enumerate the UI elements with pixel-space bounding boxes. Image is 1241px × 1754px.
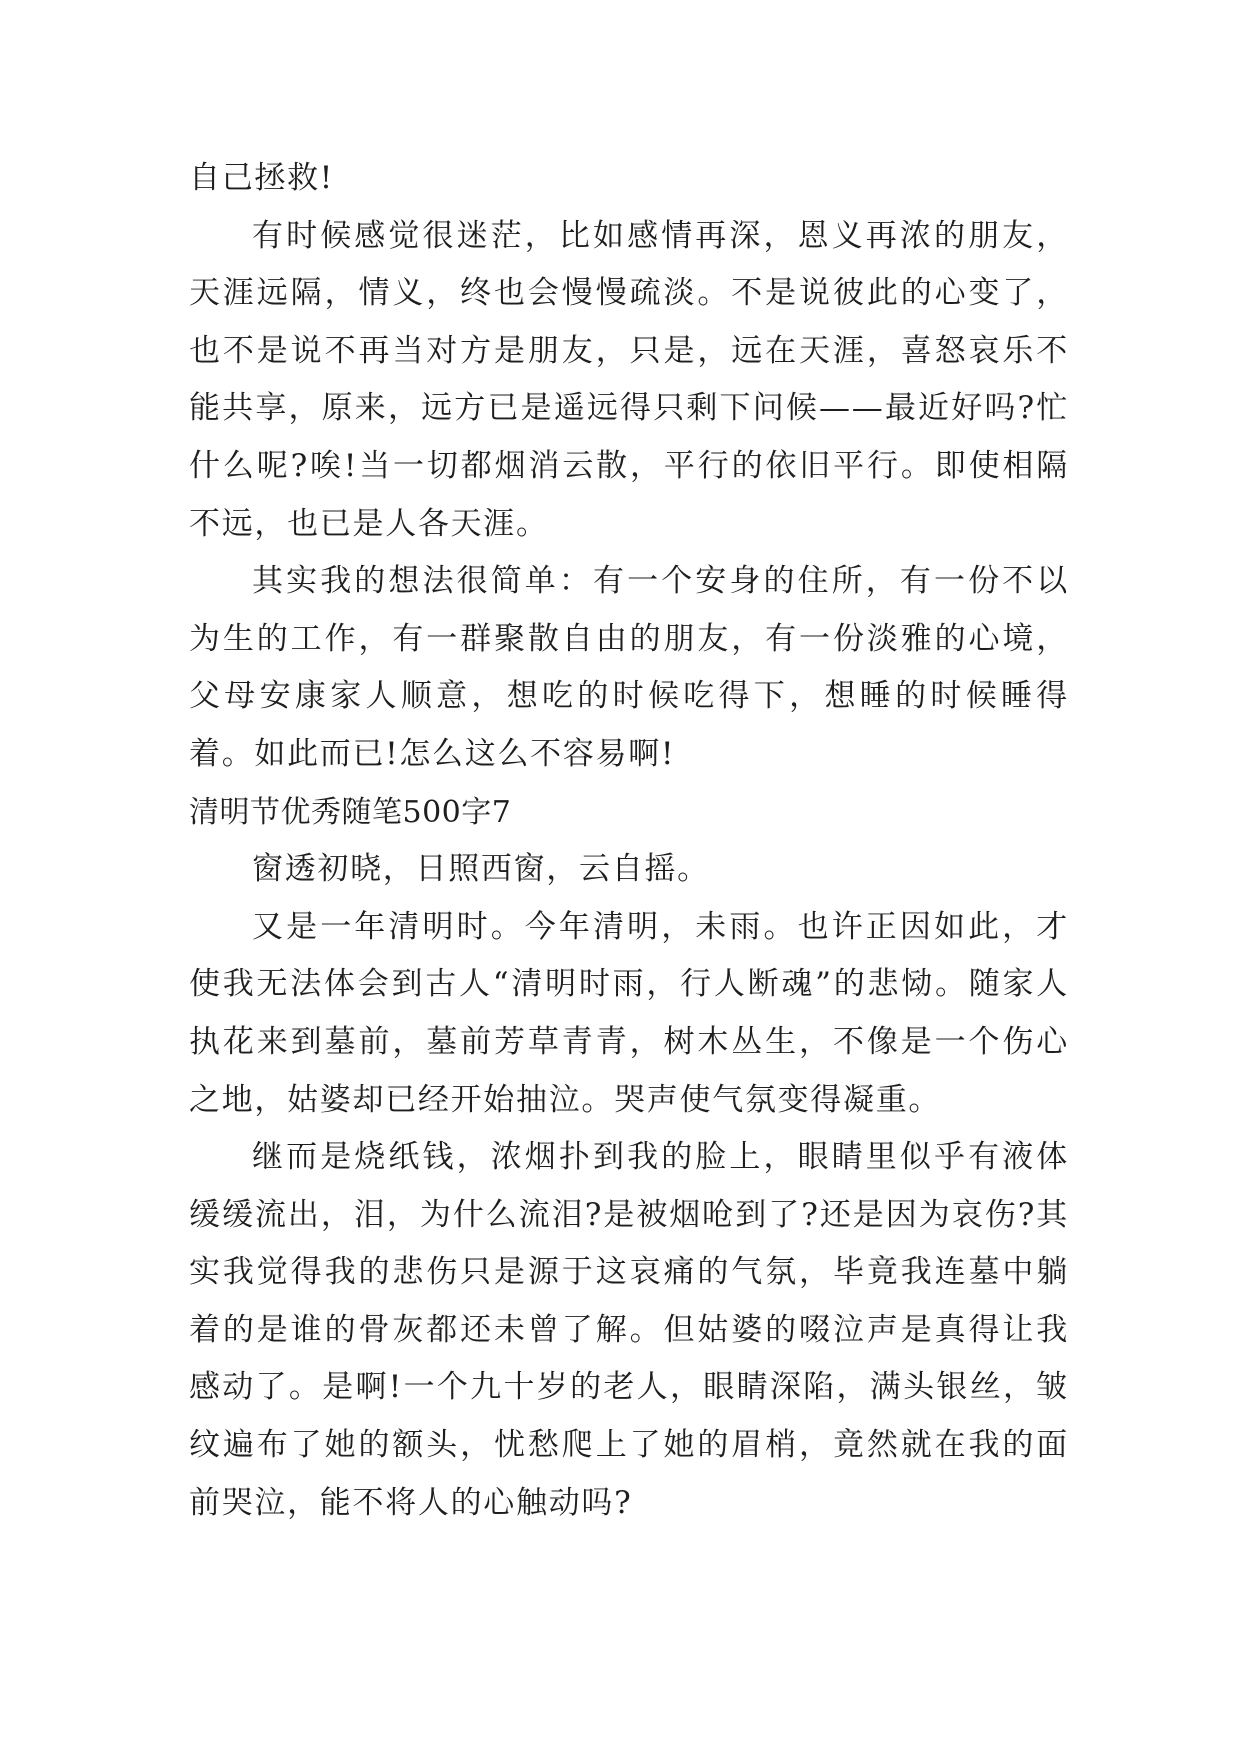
- paragraph-simple-wishes: 其实我的想法很简单：有一个安身的住所，有一份不以为生的工作，有一群聚散自由的朋友，有一份淡雅的心境，父母安康家人顺意，想吃的时候吃得下，想睡的时候睡得着。如此而已!怎么这么不容易啊!: [189, 563, 1069, 772]
- paragraph-morning-window: 窗透初晓，日照西窗，云自摇。: [252, 851, 710, 888]
- paragraph-burning-paper: 继而是烧纸钱，浓烟扑到我的脸上，眼睛里似乎有液体缓缓流出，泪，为什么流泪?是被烟呛到了?还是因为哀伤?其实我觉得我的悲伤只是源于这哀痛的气氛，毕竟我连墓中躺着的是谁的骨灰都还未曾了解。但姑婆的啜泣声是真得让我感动了。是啊!一个九十岁的老人，眼睛深陷，满头银丝，皱纹遍布了她的额头，忧愁爬上了她的眉梢，竟然就在我的面前哭泣，能不将人的心触动吗?: [189, 1139, 1069, 1521]
- paragraph-qingming-visit: 又是一年清明时。今年清明，未雨。也许正因如此，才使我无法体会到古人“清明时雨，行人断魂”的悲恸。随家人执花来到墓前，墓前芳草青青，树木丛生，不像是一个伤心之地，姑婆却已经开始抽泣。哭声使气氛变得凝重。: [189, 908, 1069, 1118]
- paragraph-closing-line: 自己拯救!: [189, 160, 334, 196]
- document-body: [189, 150, 1069, 1532]
- paragraph-distant-friends: 有时候感觉很迷茫，比如感情再深，恩义再浓的朋友，天涯远隔，情义，终也会慢慢疏淡。不是说彼此的心变了，也不是说不再当对方是朋友，只是，远在天涯，喜怒哀乐不能共享，原来，远方已是遥远得只剩下问候——最近好吗?忙什么呢?唉!当一切都烟消云散，平行的依旧平行。即使相隔不远，也已是人各天涯。: [189, 217, 1069, 542]
- section-heading: 清明节优秀随笔500字7: [189, 794, 512, 830]
